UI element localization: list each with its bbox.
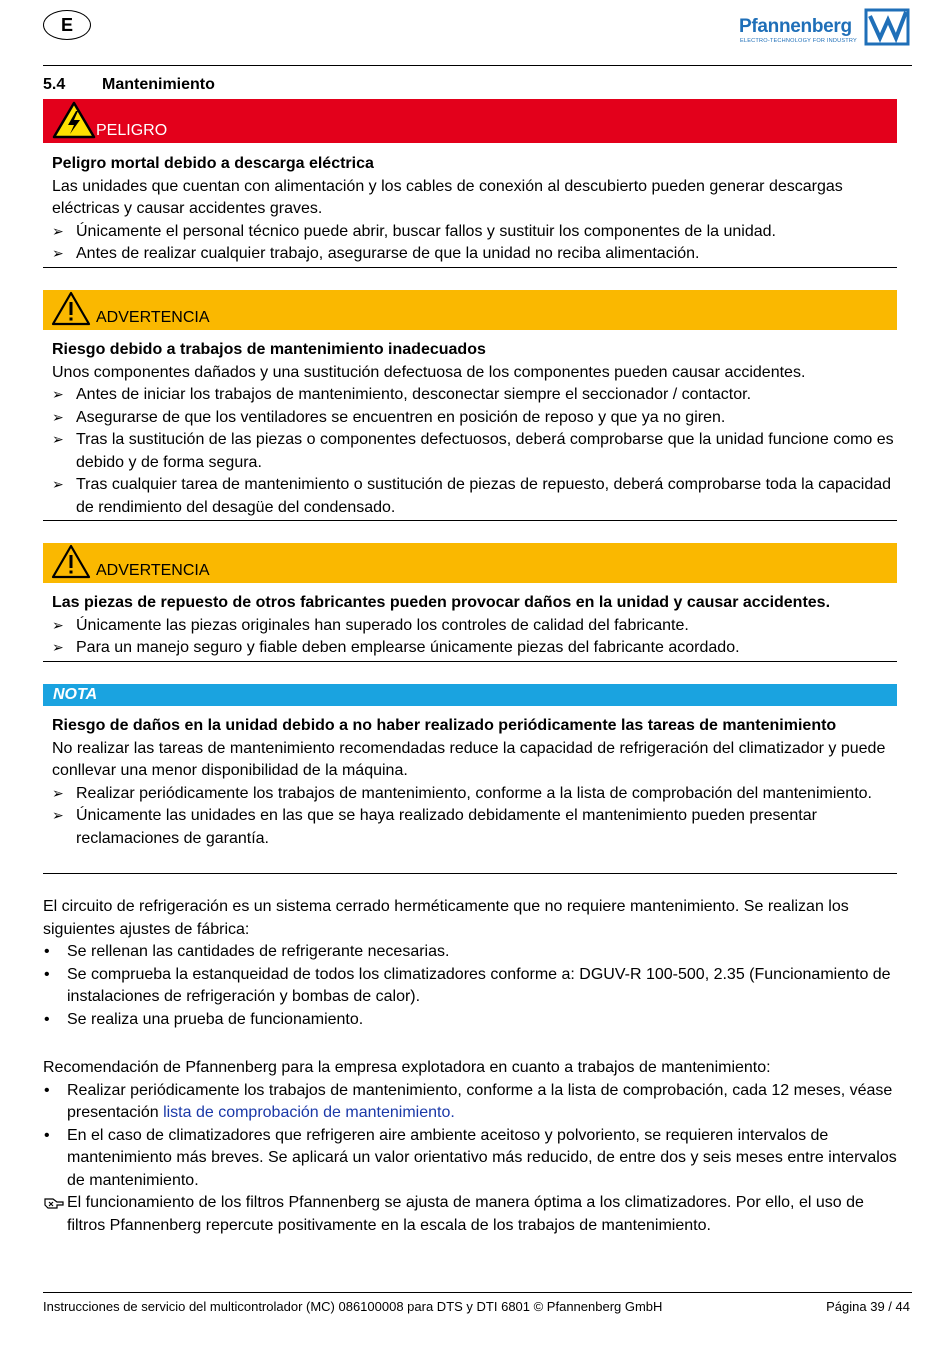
danger-divider xyxy=(43,267,897,268)
bullet-dot: • xyxy=(44,1081,50,1099)
bullet-text: Se comprueba la estanqueidad de todos los climatizadores conforme a: DGUV-R 100-500, 2.35 (Funcionamiento de instalaciones de refrigeración y bombas de calor). xyxy=(67,965,891,1005)
warning-divider xyxy=(43,520,897,521)
list-item xyxy=(43,1125,901,1193)
header-rule xyxy=(43,65,912,66)
list-item xyxy=(43,1080,901,1125)
list-item: ➢ Realizar periódicamente los trabajos de mantenimiento, conforme a la lista de comprobación del mantenimiento. xyxy=(52,783,900,806)
circuit-intro: El circuito de refrigeración es un sistema cerrado herméticamente que no requiere mantenimiento. Se realizan los siguientes ajustes de fábrica: xyxy=(43,898,849,938)
warning-divider xyxy=(43,661,897,662)
list-item xyxy=(43,1009,901,1032)
logo-wordmark: Pfannenberg xyxy=(739,16,852,37)
logo-tagline: ELECTRO-TECHNOLOGY FOR INDUSTRY xyxy=(740,38,857,44)
list-item: ➢ Únicamente el personal técnico puede abrir, buscar fallos y sustituir los componentes de la unidad. xyxy=(52,221,900,244)
warning-banner xyxy=(43,290,897,330)
list-item: ➢ Antes de iniciar los trabajos de mantenimiento, desconectar siempre el seccionador / contactor. xyxy=(52,384,900,407)
warning-content xyxy=(52,592,900,660)
bullet-text: En el caso de climatizadores que refrigeren aire ambiente aceitoso y polvoriento, se requieren intervalos de mantenimiento más breves. Se aplicará un valor orientativo más reducido, de entre dos y seis meses entre intervalos de mantenimiento. xyxy=(67,1126,897,1189)
list-item: ➢ Tras cualquier tarea de mantenimiento o sustitución de piezas de repuesto, deberá comprobarse toda la capacidad de rendimiento del desagüe del condensado. xyxy=(52,474,900,519)
bullet-text: Realizar periódicamente los trabajos de mantenimiento, conforme a la lista de comprobación, cada 12 meses, véase presentación xyxy=(67,1081,893,1121)
logo-symbol-icon xyxy=(864,8,910,46)
tip-item xyxy=(43,1192,901,1237)
list-item: ➢ Únicamente las unidades en las que se haya realizado debidamente el mantenimiento pueden presentar reclamaciones de garantía. xyxy=(52,805,900,850)
pointing-hand-icon xyxy=(44,1197,64,1210)
bullet-text: Se rellenan las cantidades de refrigerante necesarias. xyxy=(67,943,450,960)
danger-content xyxy=(52,153,900,266)
bullet-text: Se realiza una prueba de funcionamiento. xyxy=(67,1010,364,1028)
list-item: ➢ Asegurarse de que los ventiladores se encuentren en posición de reposo y que ya no giren. xyxy=(52,407,900,430)
section-name: Mantenimiento xyxy=(102,76,215,93)
checklist-link[interactable]: lista de comprobación de mantenimiento. xyxy=(163,1104,455,1121)
bullet-dot: • xyxy=(44,965,50,983)
list-item: ➢ Antes de realizar cualquier trabajo, asegurarse de que la unidad no reciba alimentación. xyxy=(52,243,900,266)
bullet-dot: • xyxy=(44,1126,50,1144)
electric-hazard-icon xyxy=(52,101,96,139)
page-number: Página 39 / 44 xyxy=(826,1299,910,1314)
footer-rule xyxy=(43,1292,912,1293)
footer-left: Instrucciones de servicio del multicontrolador (MC) 086100008 para DTS y DTI 6801 © Pfannenberg GmbH xyxy=(43,1299,663,1314)
warning-heading: Riesgo debido a trabajos de mantenimiento inadecuados xyxy=(52,341,486,358)
note-content xyxy=(52,715,900,850)
list-item xyxy=(43,964,901,1009)
tip-text: El funcionamiento de los filtros Pfannenberg se ajusta de manera óptima a los climatizadores. Por ello, el uso de filtros Pfannenberg repercute positivamente en la escala de los trabajos de mantenimiento. xyxy=(67,1194,864,1234)
warning-triangle-icon xyxy=(51,544,91,579)
note-heading: Riesgo de daños en la unidad debido a no haber realizado periódicamente las tareas de mantenimiento xyxy=(52,717,837,734)
note-banner xyxy=(43,684,897,706)
pfannenberg-logo xyxy=(736,6,912,48)
language-badge: E xyxy=(43,10,91,40)
danger-heading: Peligro mortal debido a descarga eléctrica xyxy=(52,155,374,172)
warning-content xyxy=(52,339,900,519)
note-label: NOTA xyxy=(53,686,98,703)
section-title xyxy=(43,76,215,94)
note-divider xyxy=(43,873,897,874)
list-item: ➢ Tras la sustitución de las piezas o componentes defectuosos, deberá comprobarse que la unidad funcione como es debido y de forma segura. xyxy=(52,429,900,474)
recommendation-section xyxy=(43,1057,901,1237)
warning-banner xyxy=(43,543,897,583)
bullet-dot: • xyxy=(44,1010,50,1028)
list-item: ➢ Para un manejo seguro y fiable deben emplearse únicamente piezas del fabricante acordado. xyxy=(52,637,900,660)
warning-label: ADVERTENCIA xyxy=(96,562,210,579)
list-item: ➢ Únicamente las piezas originales han superado los controles de calidad del fabricante. xyxy=(52,615,900,638)
danger-label: PELIGRO xyxy=(96,122,168,139)
bullet-dot: • xyxy=(44,943,50,960)
section-number: 5.4 xyxy=(43,76,66,93)
warning-heading: Las piezas de repuesto de otros fabricantes pueden provocar daños en la unidad y causar accidentes. xyxy=(52,594,831,611)
note-text: No realizar las tareas de mantenimiento recomendadas reduce la capacidad de refrigeración del climatizador y puede conllevar una menor disponibilidad de la máquina. xyxy=(52,739,886,779)
danger-text: Las unidades que cuentan con alimentación y los cables de conexión al descubierto pueden generar descargas eléctricas y causar accidentes graves. xyxy=(52,177,843,217)
danger-banner xyxy=(43,99,897,143)
list-item xyxy=(43,941,901,964)
warning-label: ADVERTENCIA xyxy=(96,309,210,326)
warning-text: Unos componentes dañados y una sustitución defectuosa de los componentes pueden causar accidentes. xyxy=(52,363,806,381)
recommendation-intro: Recomendación de Pfannenberg para la empresa explotadora en cuanto a trabajos de mantenimiento: xyxy=(43,1059,771,1076)
circuit-section xyxy=(43,896,901,1031)
warning-triangle-icon xyxy=(51,291,91,326)
